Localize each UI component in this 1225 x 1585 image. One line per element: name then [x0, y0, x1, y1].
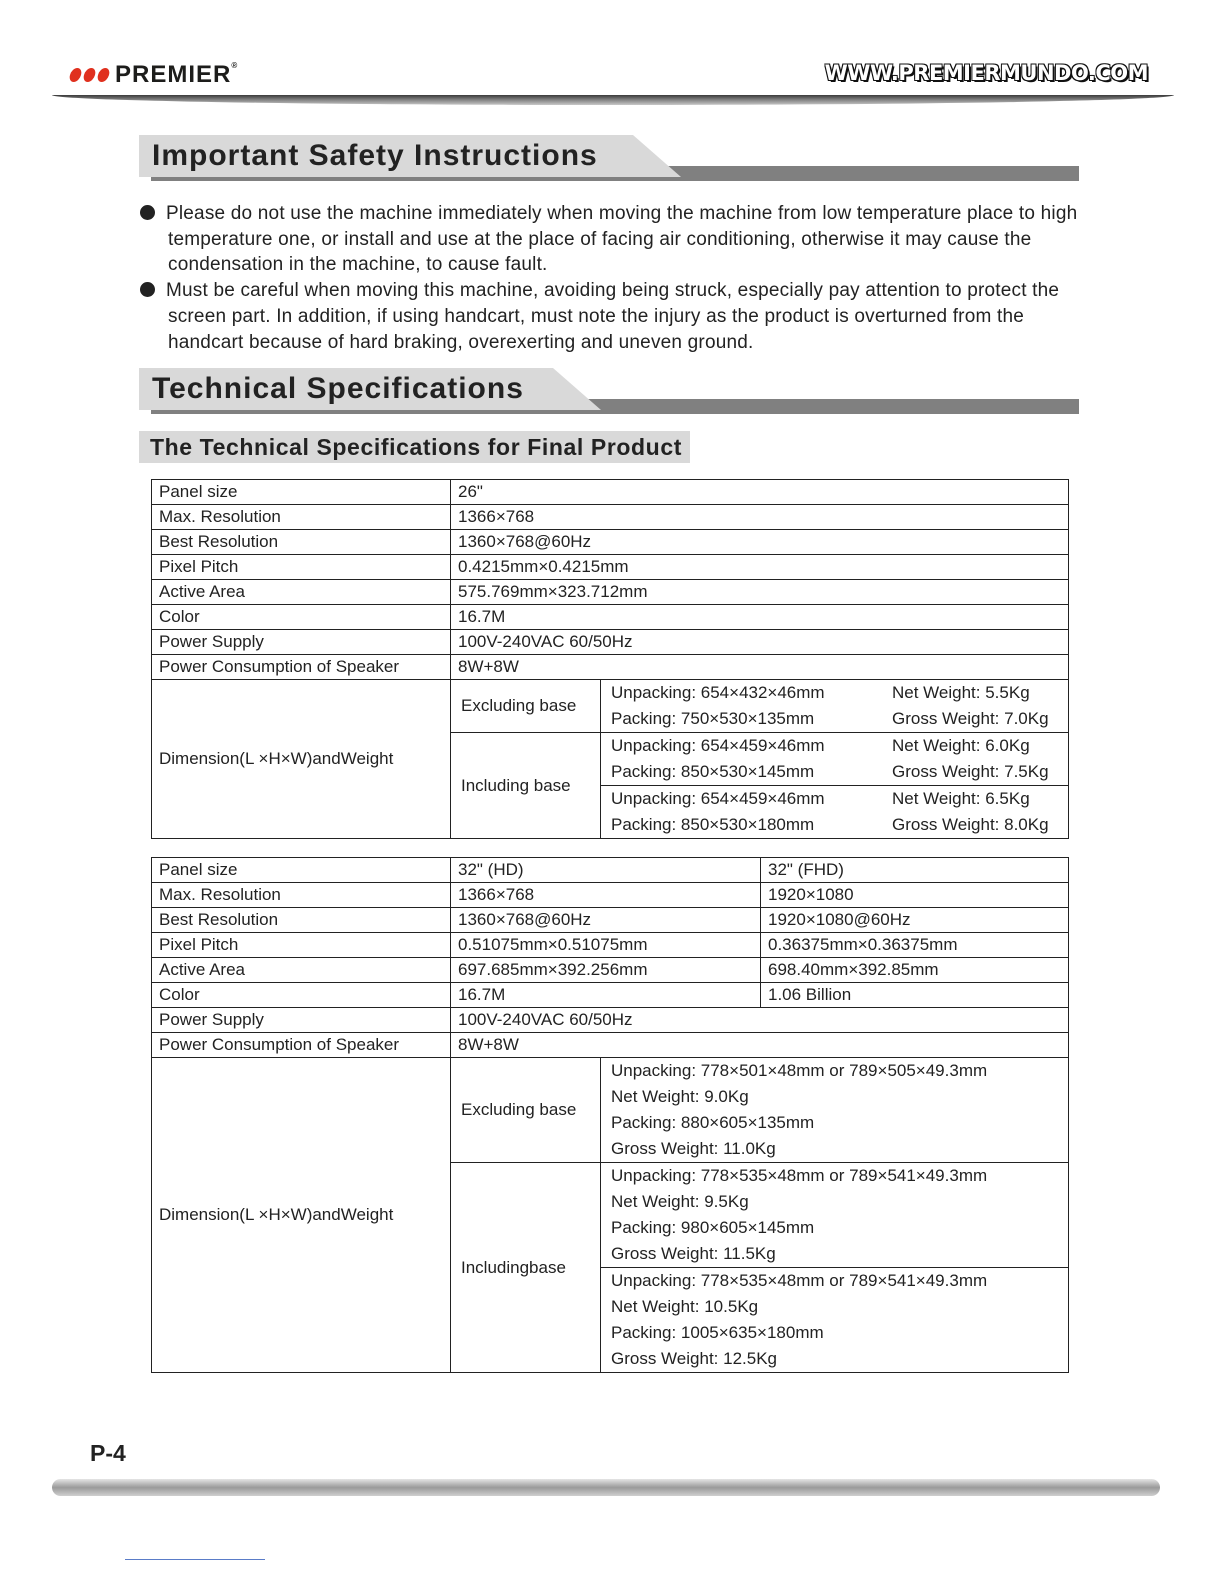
dimension-values	[601, 733, 1069, 786]
bullet-item: Please do not use the machine immediately when moving the machine from low temperature place to high temperature one, or install and use at the place of facing air conditioning, otherwise it may cause the condensation in the machine, to cause fault.	[140, 201, 1100, 278]
dimension-label: Dimension(L ×H×W)andWeight	[152, 1058, 451, 1373]
table-row	[152, 883, 1069, 908]
dimension-line: Packing: 1005×635×180mm	[611, 1323, 824, 1342]
spec-label: Color	[152, 605, 451, 630]
size-text: Unpacking: 654×459×46mm	[611, 736, 825, 755]
spec-value: 575.769mm×323.712mm	[451, 580, 1069, 605]
spec-value-fhd: 32" (FHD)	[761, 858, 1069, 883]
dimension-values	[601, 1058, 1069, 1163]
safety-title: Important Safety Instructions	[152, 139, 598, 172]
table-row	[152, 480, 1069, 505]
size-text: Packing: 850×530×145mm	[611, 762, 815, 781]
table-row	[152, 933, 1069, 958]
table-row	[152, 680, 1069, 733]
table-row	[152, 1058, 1069, 1163]
footer-rule	[52, 1479, 1160, 1496]
weight-text: Gross Weight: 7.0Kg	[892, 709, 1049, 728]
weight-text: Net Weight: 6.0Kg	[892, 736, 1030, 755]
dimension-values	[601, 1163, 1069, 1268]
weight-text: Gross Weight: 8.0Kg	[892, 815, 1049, 834]
spec-label: Max. Resolution	[152, 883, 451, 908]
spec-value: 26"	[451, 480, 1069, 505]
size-text: Unpacking: 654×432×46mm	[611, 683, 825, 702]
spec-value-fhd: 698.40mm×392.85mm	[761, 958, 1069, 983]
table-row	[152, 580, 1069, 605]
spec-label: Pixel Pitch	[152, 555, 451, 580]
spec-value-fhd: 0.36375mm×0.36375mm	[761, 933, 1069, 958]
spec-label: Best Resolution	[152, 908, 451, 933]
table-row	[152, 505, 1069, 530]
spec-label: Active Area	[152, 958, 451, 983]
size-text: Packing: 750×530×135mm	[611, 709, 815, 728]
dimension-line: Gross Weight: 11.0Kg	[611, 1139, 776, 1158]
dimension-line	[611, 786, 1058, 812]
weight-text: Net Weight: 5.5Kg	[892, 683, 1030, 702]
dimension-line	[611, 733, 1058, 759]
spec-table-32	[151, 857, 1069, 1373]
header-rule	[52, 95, 1174, 105]
website-url: WWW.PREMIERMUNDO.COM	[824, 61, 1148, 85]
brand-name: PREMIER®	[115, 61, 239, 88]
specs-banner	[139, 368, 1079, 414]
spec-value-hd: 1366×768	[451, 883, 761, 908]
spec-value: 1360×768@60Hz	[451, 530, 1069, 555]
spec-label: Active Area	[152, 580, 451, 605]
dimension-label: Dimension(L ×H×W)andWeight	[152, 680, 451, 839]
spec-label: Power Consumption of Speaker	[152, 1033, 451, 1058]
spec-value-fhd: 1920×1080@60Hz	[761, 908, 1069, 933]
size-text: Unpacking: 654×459×46mm	[611, 789, 825, 808]
spec-label: Power Consumption of Speaker	[152, 655, 451, 680]
excluding-base-label: Excluding base	[451, 680, 601, 733]
spec-label: Power Supply	[152, 1008, 451, 1033]
table-row	[152, 630, 1069, 655]
table-row	[152, 555, 1069, 580]
spec-value-fhd: 1920×1080	[761, 883, 1069, 908]
spec-table-26	[151, 479, 1069, 839]
including-base-label: Including base	[451, 733, 601, 839]
bullet-icon	[140, 205, 155, 220]
safety-bullets	[140, 201, 1100, 355]
specs-subtitle: The Technical Specifications for Final Product	[139, 431, 690, 463]
dimension-line: Unpacking: 778×535×48mm or 789×541×49.3mm	[611, 1271, 988, 1290]
spec-value: 100V-240VAC 60/50Hz	[451, 1008, 1069, 1033]
spec-value-hd: 1360×768@60Hz	[451, 908, 761, 933]
specs-title: Technical Specifications	[152, 372, 524, 405]
spec-label: Panel size	[152, 858, 451, 883]
dimension-line	[611, 759, 1058, 785]
dimension-line: Net Weight: 10.5Kg	[611, 1297, 759, 1316]
spec-value-hd: 697.685mm×392.256mm	[451, 958, 761, 983]
dimension-line: Packing: 980×605×145mm	[611, 1218, 815, 1237]
spec-value: 0.4215mm×0.4215mm	[451, 555, 1069, 580]
dimension-line: Unpacking: 778×535×48mm or 789×541×49.3mm	[611, 1166, 988, 1185]
page-number: P-4	[90, 1440, 126, 1466]
dimension-line: Gross Weight: 12.5Kg	[611, 1349, 777, 1368]
spec-label: Best Resolution	[152, 530, 451, 555]
table-row	[152, 908, 1069, 933]
size-text: Packing: 850×530×180mm	[611, 815, 815, 834]
table-row	[152, 655, 1069, 680]
table-row	[152, 530, 1069, 555]
bullet-icon	[140, 282, 155, 297]
table-row	[152, 1008, 1069, 1033]
dimension-line: Net Weight: 9.5Kg	[611, 1192, 749, 1211]
dimension-line: Unpacking: 778×501×48mm or 789×505×49.3mm	[611, 1061, 988, 1080]
dimension-values	[601, 1268, 1069, 1373]
spec-value: 16.7M	[451, 605, 1069, 630]
spec-value-hd: 32" (HD)	[451, 858, 761, 883]
dimension-line: Net Weight: 9.0Kg	[611, 1087, 749, 1106]
spec-label: Color	[152, 983, 451, 1008]
footer-accent-line	[125, 1559, 265, 1560]
table-row	[152, 858, 1069, 883]
spec-value: 8W+8W	[451, 655, 1069, 680]
table-row	[152, 1033, 1069, 1058]
spec-value: 8W+8W	[451, 1033, 1069, 1058]
bullet-item: Must be careful when moving this machine, avoiding being struck, especially pay attention to protect the screen part. In addition, if using handcart, must note the injury as the product is overturned from the handcart because of hard braking, overexerting and uneven ground.	[140, 278, 1100, 355]
dimension-line: Packing: 880×605×135mm	[611, 1113, 815, 1132]
safety-banner	[139, 135, 1079, 181]
table-row	[152, 605, 1069, 630]
weight-text: Gross Weight: 7.5Kg	[892, 762, 1049, 781]
dimension-values	[601, 786, 1069, 839]
spec-value: 1366×768	[451, 505, 1069, 530]
spec-label: Power Supply	[152, 630, 451, 655]
dimension-line: Gross Weight: 11.5Kg	[611, 1244, 776, 1263]
dimension-line	[611, 680, 1058, 706]
spec-label: Panel size	[152, 480, 451, 505]
premier-logo	[70, 62, 238, 88]
dimension-values	[601, 680, 1069, 733]
spec-label: Max. Resolution	[152, 505, 451, 530]
spec-value: 100V-240VAC 60/50Hz	[451, 630, 1069, 655]
excluding-base-label: Excluding base	[451, 1058, 601, 1163]
logo-dots-icon	[70, 68, 109, 82]
spec-value-hd: 16.7M	[451, 983, 761, 1008]
dimension-line	[611, 706, 1058, 732]
spec-value-hd: 0.51075mm×0.51075mm	[451, 933, 761, 958]
spec-label: Pixel Pitch	[152, 933, 451, 958]
spec-value-fhd: 1.06 Billion	[761, 983, 1069, 1008]
weight-text: Net Weight: 6.5Kg	[892, 789, 1030, 808]
table-row	[152, 958, 1069, 983]
dimension-line	[611, 812, 1058, 838]
table-row	[152, 983, 1069, 1008]
including-base-label: Includingbase	[451, 1163, 601, 1373]
